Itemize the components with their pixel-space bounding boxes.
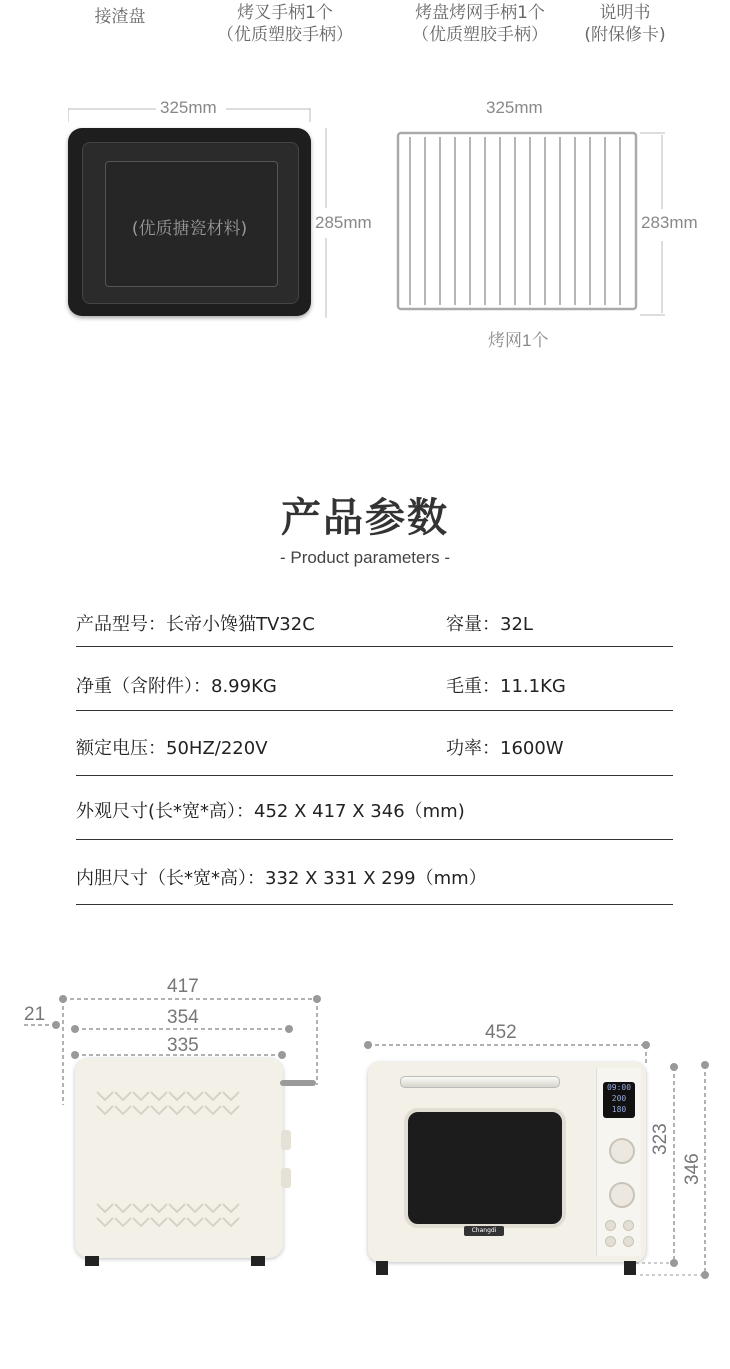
front-foot-right xyxy=(624,1261,636,1275)
control-button[interactable] xyxy=(623,1236,634,1247)
brand-name: Changdi xyxy=(471,1227,497,1234)
param-row xyxy=(76,600,673,647)
accessory-label-1 xyxy=(70,6,170,28)
temperature-knob[interactable] xyxy=(609,1138,635,1164)
param-left: 产品型号：长帝小馋猫TV32C xyxy=(76,614,315,635)
accessory-line1: 烤叉手柄1个 xyxy=(237,3,333,23)
side-dim-417: 417 xyxy=(167,976,199,997)
side-dim-335: 335 xyxy=(167,1035,199,1056)
vent-pattern-bottom xyxy=(95,1196,255,1236)
side-dim-354: 354 xyxy=(167,1007,199,1028)
side-knob-1 xyxy=(281,1130,291,1150)
accessory-line1: 接渣盘 xyxy=(94,7,146,27)
front-foot-left xyxy=(376,1261,388,1275)
brand-badge xyxy=(464,1226,504,1236)
param-left: 净重（含附件）：8.99KG xyxy=(76,676,277,697)
front-dim-323: 323 xyxy=(650,1123,671,1155)
accessory-line1: 说明书 xyxy=(599,3,651,23)
tray-width-label: 325mm xyxy=(160,98,217,117)
rack-height-label: 283mm xyxy=(641,213,698,232)
params-subtitle: - Product parameters - xyxy=(279,548,451,567)
display-line: 180 xyxy=(611,1105,627,1114)
front-dim-452: 452 xyxy=(485,1022,517,1043)
accessory-label-4 xyxy=(580,2,670,46)
param-right: 容量：32L xyxy=(446,614,533,635)
param-row xyxy=(76,839,673,905)
accessory-line2: （优质塑胶手柄） xyxy=(412,25,548,45)
side-foot-right xyxy=(251,1256,265,1266)
accessory-line2: (附保修卡) xyxy=(584,25,666,45)
control-button[interactable] xyxy=(605,1236,616,1247)
front-dim-346: 346 xyxy=(682,1153,703,1185)
rack-width-label: 325mm xyxy=(486,98,543,117)
control-button[interactable] xyxy=(623,1220,634,1231)
param-left: 额定电压：50HZ/220V xyxy=(76,738,268,759)
vent-pattern-top xyxy=(95,1084,255,1124)
params-title: 产品参数 xyxy=(281,495,449,541)
display-line: 200 xyxy=(611,1094,627,1103)
control-button[interactable] xyxy=(605,1220,616,1231)
accessory-label-2 xyxy=(205,2,365,46)
digital-display xyxy=(603,1082,635,1118)
baking-tray xyxy=(68,128,311,316)
tray-height-label: 285mm xyxy=(315,213,372,232)
control-panel xyxy=(596,1068,641,1256)
param-right: 功率：1600W xyxy=(446,738,564,759)
timer-knob[interactable] xyxy=(609,1182,635,1208)
accessory-line2: （优质塑胶手柄） xyxy=(217,25,353,45)
oven-side-view xyxy=(75,1058,283,1263)
param-row xyxy=(76,710,673,776)
param-left: 内胆尺寸（长*宽*高）：332 X 331 X 299（mm） xyxy=(76,868,487,889)
side-handle-rod xyxy=(280,1080,316,1086)
oven-window xyxy=(404,1108,566,1228)
param-right: 毛重：11.1KG xyxy=(446,676,566,697)
param-row xyxy=(76,646,673,711)
oven-front-view xyxy=(368,1062,648,1278)
param-row xyxy=(76,775,673,840)
side-dim-21: 21 xyxy=(24,1004,46,1025)
side-knob-2 xyxy=(281,1168,291,1188)
rack-caption: 烤网1个 xyxy=(488,331,549,350)
oven-door-handle xyxy=(400,1076,560,1088)
param-left: 外观尺寸(长*宽*高）：452 X 417 X 346（mm) xyxy=(76,801,465,822)
tray-material-label: (优质搪瓷材料) xyxy=(131,219,248,239)
accessory-line1: 烤盘烤网手柄1个 xyxy=(415,3,545,23)
side-foot-left xyxy=(85,1256,99,1266)
accessory-label-3 xyxy=(390,2,570,46)
display-line: 09:00 xyxy=(606,1083,632,1092)
